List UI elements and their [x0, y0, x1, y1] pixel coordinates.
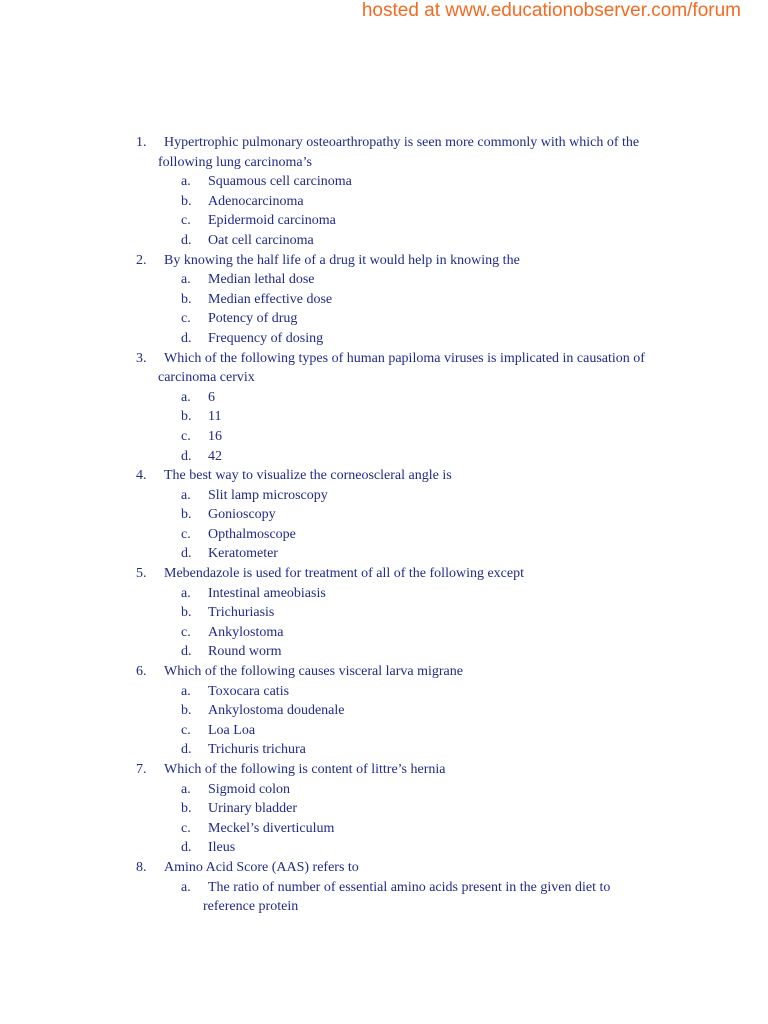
question-text: Amino Acid Score (AAS) refers to [164, 859, 359, 875]
question-text: Hypertrophic pulmonary osteoarthropathy is seen more commonly with which of the following lung carcinoma’s [158, 135, 640, 170]
option-text: Toxocara catis [208, 683, 290, 699]
answer-option [0, 407, 768, 427]
answer-option [0, 329, 768, 349]
question-text: Mebendazole is used for treatment of all of the following except [164, 566, 524, 582]
option-letter: a. [181, 879, 191, 895]
option-text: 16 [208, 428, 222, 444]
option-letter: d. [181, 546, 192, 562]
question-item [0, 349, 768, 388]
question-item [0, 564, 768, 584]
hosted-at-banner[interactable]: hosted at www.educationobserver.com/forum [361, 0, 741, 21]
question-item [0, 760, 768, 780]
option-text: Opthalmoscope [208, 526, 296, 542]
option-text: Gonioscopy [208, 507, 276, 523]
question-number: 3. [136, 350, 147, 366]
answer-option [0, 270, 768, 290]
answer-option [0, 878, 768, 917]
option-text: Median effective dose [208, 291, 333, 307]
option-text: The ratio of number of essential amino acids present in the given diet to reference protein [203, 879, 611, 915]
option-letter: d. [181, 448, 192, 464]
option-letter: a. [181, 174, 191, 190]
option-text: Keratometer [208, 546, 278, 562]
option-text: Ankylostoma [208, 624, 284, 640]
answer-option [0, 505, 768, 525]
answer-option [0, 486, 768, 506]
answer-option [0, 603, 768, 623]
answer-option [0, 623, 768, 643]
question-number: 1. [136, 135, 147, 150]
answer-option [0, 172, 768, 192]
option-text: Median lethal dose [208, 272, 315, 288]
option-letter: b. [181, 605, 192, 621]
option-text: Round worm [208, 644, 282, 660]
option-letter: b. [181, 409, 192, 425]
option-letter: b. [181, 507, 192, 523]
option-text: Urinary bladder [208, 801, 298, 817]
option-letter: b. [181, 801, 192, 817]
question-item [0, 251, 768, 271]
option-text: Slit lamp microscopy [208, 487, 328, 503]
answer-option [0, 290, 768, 310]
option-text: Ileus [208, 840, 236, 856]
option-letter: b. [181, 703, 192, 719]
answer-option [0, 838, 768, 858]
question-item [0, 466, 768, 486]
answer-option [0, 427, 768, 447]
option-text: 42 [208, 448, 222, 464]
option-letter: a. [181, 487, 191, 503]
option-letter: a. [181, 781, 191, 797]
answer-option [0, 544, 768, 564]
option-letter: d. [181, 644, 192, 660]
answer-option [0, 682, 768, 702]
answer-option [0, 309, 768, 329]
answer-option [0, 780, 768, 800]
option-letter: c. [181, 311, 191, 327]
option-text: Loa Loa [208, 722, 256, 738]
answer-option [0, 740, 768, 760]
answer-option [0, 447, 768, 467]
question-number: 5. [136, 566, 147, 582]
option-text: Squamous cell carcinoma [208, 174, 352, 190]
option-letter: a. [181, 272, 191, 288]
option-text: Sigmoid colon [208, 781, 291, 797]
option-text: 11 [208, 409, 222, 425]
option-letter: c. [181, 820, 191, 836]
question-item [0, 133, 768, 172]
answer-option [0, 721, 768, 741]
answer-option [0, 388, 768, 408]
option-letter: c. [181, 722, 191, 738]
option-letter: c. [181, 428, 191, 444]
option-letter: b. [181, 193, 192, 209]
question-list [0, 133, 768, 917]
option-text: Trichuriasis [208, 605, 275, 621]
question-number: 2. [136, 252, 147, 268]
question-text: Which of the following types of human papiloma viruses is implicated in causation of carcinoma cervix [158, 350, 645, 386]
option-letter: c. [181, 624, 191, 640]
option-text: Epidermoid carcinoma [208, 213, 336, 229]
option-text: Trichuris trichura [208, 742, 306, 758]
answer-option [0, 701, 768, 721]
option-letter: d. [181, 330, 192, 346]
answer-option [0, 192, 768, 212]
option-text: Frequency of dosing [208, 330, 324, 346]
question-number: 6. [136, 664, 147, 680]
option-letter: a. [181, 389, 191, 405]
question-item [0, 858, 768, 878]
option-letter: d. [181, 840, 192, 856]
option-letter: d. [181, 742, 192, 758]
option-letter: c. [181, 213, 191, 229]
option-letter: a. [181, 585, 191, 601]
question-text: Which of the following is content of littre’s hernia [164, 762, 446, 777]
question-text: The best way to visualize the corneoscleral angle is [164, 468, 452, 484]
answer-option [0, 211, 768, 231]
option-text: 6 [208, 389, 215, 405]
option-letter: d. [181, 232, 192, 248]
question-number: 4. [136, 468, 147, 484]
answer-option [0, 231, 768, 251]
option-letter: b. [181, 291, 192, 307]
option-text: Ankylostoma doudenale [208, 703, 345, 719]
option-text: Adenocarcinoma [208, 193, 304, 209]
question-text: By knowing the half life of a drug it would help in knowing the [164, 252, 520, 268]
answer-option [0, 525, 768, 545]
answer-option [0, 799, 768, 819]
answer-option [0, 584, 768, 604]
question-item [0, 662, 768, 682]
question-text: Which of the following causes visceral larva migrane [164, 664, 463, 680]
answer-option [0, 642, 768, 662]
question-number: 7. [136, 762, 147, 777]
option-text: Meckel’s diverticulum [208, 820, 335, 836]
option-text: Oat cell carcinoma [208, 232, 314, 248]
option-letter: a. [181, 683, 191, 699]
answer-option [0, 819, 768, 839]
option-text: Intestinal ameobiasis [208, 585, 326, 601]
option-text: Potency of drug [208, 311, 298, 327]
question-number: 8. [136, 859, 147, 875]
option-letter: c. [181, 526, 191, 542]
